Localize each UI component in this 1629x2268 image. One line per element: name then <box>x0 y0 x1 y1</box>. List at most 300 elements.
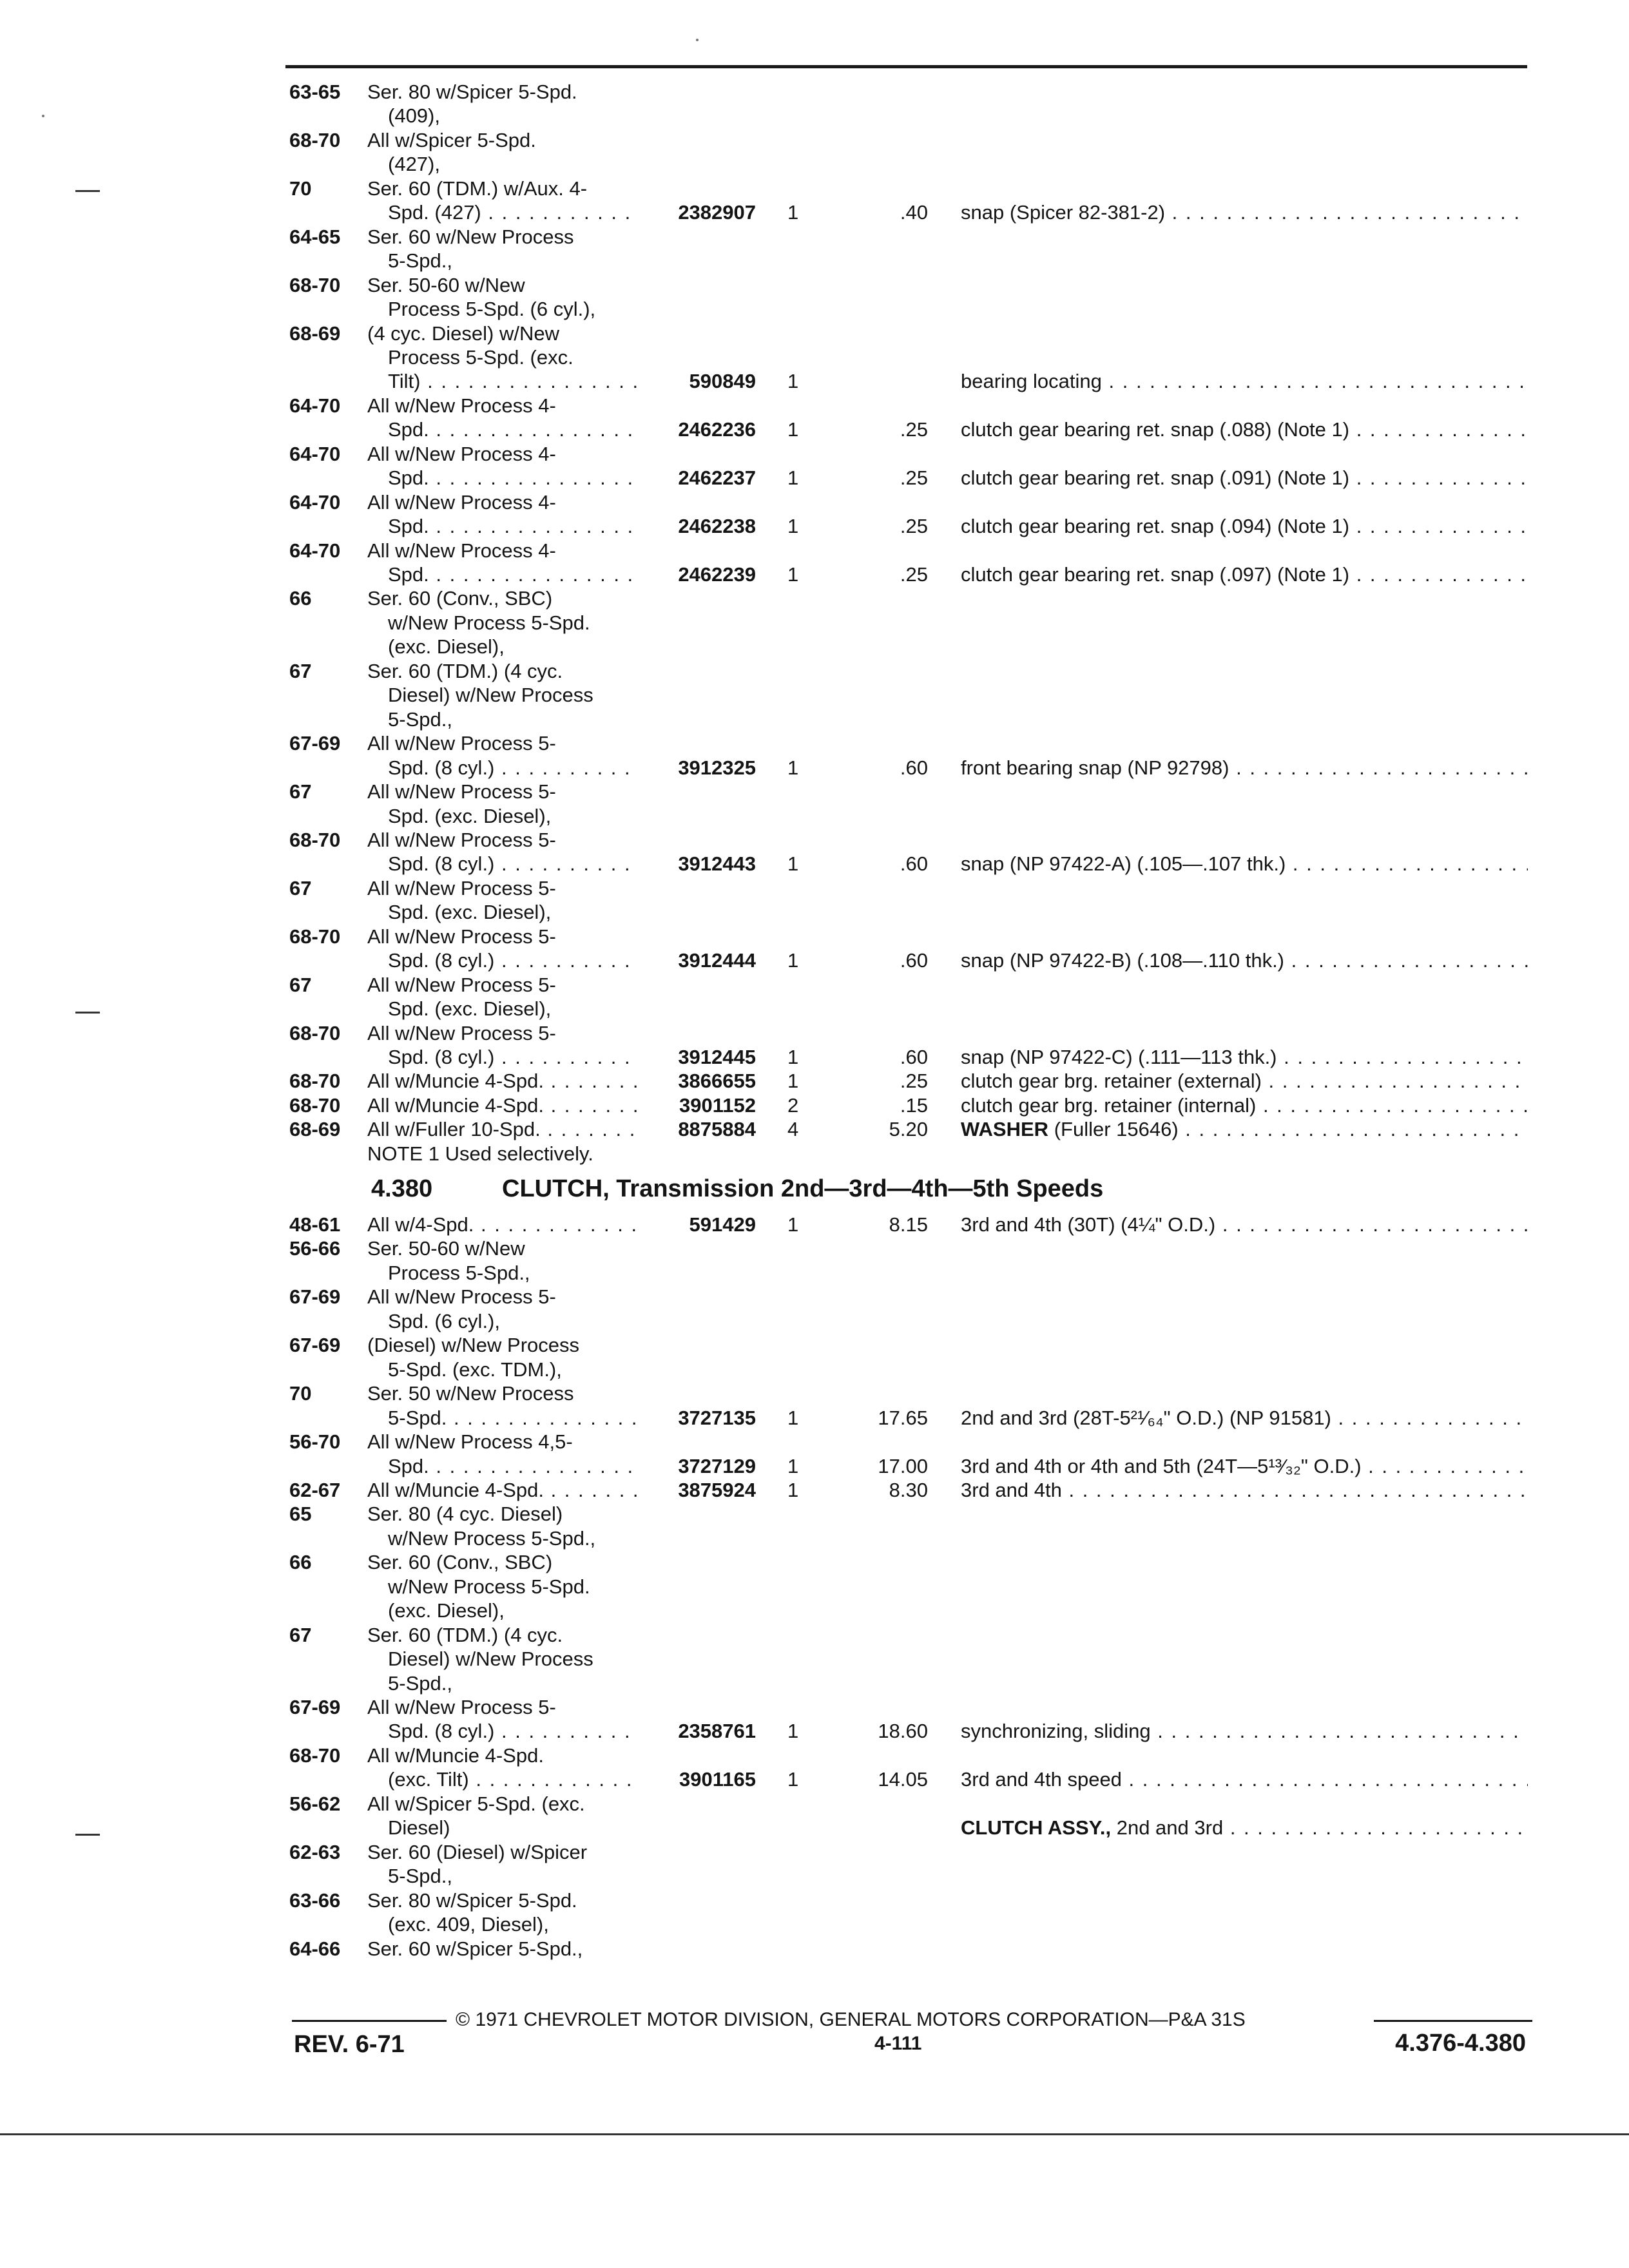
application: w/New Process 5-Spd. <box>388 1575 590 1598</box>
price: .60 <box>900 949 928 972</box>
application: (427), <box>388 153 440 176</box>
table-row <box>0 514 1629 538</box>
quantity: 1 <box>787 1720 799 1743</box>
application: Ser. 60 (TDM.) w/Aux. 4- <box>367 177 588 200</box>
application: NOTE 1 Used selectively. <box>367 1142 593 1165</box>
table-row <box>0 586 1629 610</box>
part-name: WASHER <box>961 1118 1049 1141</box>
table-row <box>0 828 1629 852</box>
table-row <box>0 1888 1629 1912</box>
quantity: 1 <box>787 1406 799 1429</box>
application: Spd. (6 cyl.), <box>388 1309 500 1332</box>
year-range: 67-69 <box>289 1285 341 1309</box>
footer-copyright: © 1971 CHEVROLET MOTOR DIVISION, GENERAL MOTORS CORPORATION—P&A 31S <box>456 2009 1246 2030</box>
table-row <box>0 466 1629 490</box>
quantity: 1 <box>787 1478 799 1501</box>
application: All w/Spicer 5-Spd. <box>367 128 536 151</box>
year-range: 56-66 <box>289 1237 341 1260</box>
application: Spd. (exc. Diesel), <box>388 901 552 924</box>
year-range: 67 <box>289 780 312 803</box>
quantity: 1 <box>787 418 799 441</box>
table-row <box>0 1502 1629 1526</box>
table-row <box>0 1021 1629 1045</box>
price: 8.30 <box>889 1478 928 1501</box>
table-row <box>0 1937 1629 1961</box>
table-row <box>0 539 1629 562</box>
price: 18.60 <box>878 1720 928 1743</box>
part-description <box>961 756 1528 780</box>
year-range: 56-62 <box>289 1792 341 1815</box>
table-row <box>0 297 1629 321</box>
price: .15 <box>900 1093 928 1117</box>
table-row <box>0 490 1629 514</box>
part-description-text: snap (Spicer 82-381-2) <box>961 201 1166 224</box>
quantity: 1 <box>787 1046 799 1068</box>
table-row <box>0 1623 1629 1647</box>
price: .25 <box>900 466 928 490</box>
part-description-text: 2nd and 3rd <box>1116 1816 1224 1840</box>
part-number: 3727135 <box>678 1406 756 1429</box>
year-range: 64-70 <box>289 442 341 465</box>
application: All w/Muncie 4-Spd. . . . <box>367 1069 638 1093</box>
application: All w/New Process 5- <box>367 828 556 851</box>
application: Tilt) . . . <box>388 369 638 393</box>
year-range: 68-70 <box>289 828 341 851</box>
part-description <box>961 200 1528 224</box>
year-range: 64-70 <box>289 490 341 514</box>
part-description-text: snap (NP 97422-B) (.108—.110 thk.) <box>961 949 1285 972</box>
application: All w/New Process 5- <box>367 973 556 996</box>
table-row <box>0 1381 1629 1405</box>
part-description <box>961 514 1528 538</box>
application: Spd. (8 cyl.) . . . <box>388 852 638 876</box>
table-row <box>0 1358 1629 1381</box>
price: .60 <box>900 852 928 876</box>
page-number: 4-111 <box>874 2033 922 2054</box>
part-number: 3901152 <box>679 1093 756 1117</box>
table-row <box>0 997 1629 1021</box>
table-row <box>0 1069 1629 1093</box>
table-row <box>0 683 1629 707</box>
table-row <box>0 973 1629 997</box>
year-range: 67 <box>289 1623 312 1646</box>
table-row <box>0 273 1629 297</box>
application: Ser. 80 (4 cyc. Diesel) <box>367 1503 563 1526</box>
part-description <box>961 1767 1528 1791</box>
application: All w/New Process 4- <box>367 442 556 465</box>
application: Diesel) <box>388 1816 450 1840</box>
application: Ser. 80 w/Spicer 5-Spd. <box>367 81 577 103</box>
application: Ser. 50 w/New Process <box>367 1382 574 1405</box>
part-description-text: snap (NP 97422-C) (.111—113 thk.) <box>961 1046 1277 1068</box>
part-number: 8875884 <box>678 1118 756 1141</box>
quantity: 2 <box>787 1093 799 1117</box>
part-number: 590849 <box>689 370 756 393</box>
part-description <box>961 1478 1528 1502</box>
application: All w/New Process 5- <box>367 925 556 948</box>
application: Ser. 60 w/New Process <box>367 225 574 248</box>
table-row <box>0 1093 1629 1117</box>
application: Ser. 80 w/Spicer 5-Spd. <box>367 1888 577 1912</box>
application: 5-Spd. . . . <box>388 1406 638 1430</box>
year-range: 66 <box>289 1551 312 1574</box>
table-row <box>0 1599 1629 1622</box>
application: Spd. (8 cyl.) . . . <box>388 1719 638 1743</box>
price: 14.05 <box>878 1768 928 1791</box>
table-row <box>0 442 1629 466</box>
table-row <box>0 1719 1629 1743</box>
application: (4 cyc. Diesel) w/New <box>367 322 559 345</box>
table-row <box>0 1550 1629 1574</box>
application: Ser. 60 (Diesel) w/Spicer <box>367 1840 588 1863</box>
application: Process 5-Spd. (exc. <box>388 345 574 369</box>
application: All w/Spicer 5-Spd. (exc. <box>367 1792 585 1815</box>
part-number: 2462236 <box>678 418 756 441</box>
table-row <box>0 1285 1629 1309</box>
part-description <box>961 1454 1528 1478</box>
application: Spd. . . . <box>388 562 638 586</box>
application: All w/Muncie 4-Spd. . . . <box>367 1093 638 1117</box>
part-number: 3912325 <box>678 756 756 779</box>
bottom-rule <box>0 2133 1629 2135</box>
price: .25 <box>900 563 928 586</box>
table-row <box>0 780 1629 803</box>
section-title: CLUTCH, Transmission 2nd—3rd—4th—5th Speeds <box>502 1175 1104 1202</box>
section-heading <box>0 1174 1629 1204</box>
table-row <box>0 1333 1629 1357</box>
year-range: 64-65 <box>289 225 341 248</box>
price: .40 <box>900 201 928 224</box>
part-number: 591429 <box>689 1213 756 1236</box>
year-range: 68-69 <box>289 322 341 345</box>
footer-rule <box>1374 2020 1532 2022</box>
year-range: 66 <box>289 587 312 610</box>
application: Ser. 60 w/Spicer 5-Spd., <box>367 1937 583 1960</box>
table-row <box>0 1454 1629 1478</box>
application: All w/New Process 4- <box>367 490 556 514</box>
price: .25 <box>900 515 928 538</box>
revision-label: REV. 6-71 <box>294 2031 405 2058</box>
application: 5-Spd., <box>388 707 452 731</box>
application: Ser. 60 (TDM.) (4 cyc. <box>367 659 563 682</box>
part-description-text: 2nd and 3rd (28T-5²¹⁄₆₄" O.D.) (NP 91581) <box>961 1406 1331 1429</box>
table-row <box>0 756 1629 780</box>
application: 5-Spd. (exc. TDM.), <box>388 1358 562 1381</box>
application: All w/New Process 5- <box>367 876 556 899</box>
table-row <box>0 1695 1629 1719</box>
table-row <box>0 369 1629 393</box>
part-description <box>961 1117 1528 1141</box>
table-row <box>0 80 1629 104</box>
year-range: 70 <box>289 1382 312 1405</box>
application: Ser. 50-60 w/New <box>367 1237 525 1260</box>
application: Spd. (exc. Diesel), <box>388 804 552 827</box>
application: All w/Muncie 4-Spd. <box>367 1744 544 1767</box>
quantity: 1 <box>787 1213 799 1236</box>
part-description-text: (Fuller 15646) <box>1054 1118 1179 1141</box>
part-description-text: clutch gear bearing ret. snap (.088) (Note 1) <box>961 418 1350 441</box>
year-range: 68-69 <box>289 1118 341 1141</box>
table-row <box>0 1767 1629 1791</box>
table-row <box>0 852 1629 876</box>
application: All w/New Process 5- <box>367 1285 556 1309</box>
year-range: 62-63 <box>289 1840 341 1863</box>
part-description-text: synchronizing, sliding <box>961 1720 1151 1743</box>
year-range: 63-65 <box>289 81 341 103</box>
table-row <box>0 104 1629 128</box>
application: Diesel) w/New Process <box>388 1648 593 1671</box>
year-range: 56-70 <box>289 1430 341 1454</box>
table-row <box>0 1526 1629 1550</box>
part-number: 2462238 <box>678 515 756 538</box>
year-range: 68-70 <box>289 1744 341 1767</box>
application: Ser. 60 (TDM.) (4 cyc. <box>367 1623 563 1646</box>
part-number: 3901165 <box>679 1768 756 1791</box>
table-row <box>0 1840 1629 1864</box>
table-row <box>0 1117 1629 1141</box>
part-description <box>961 418 1528 441</box>
year-range: 67 <box>289 659 312 682</box>
application: w/New Process 5-Spd. <box>388 611 590 634</box>
part-number: 2462239 <box>678 563 756 586</box>
table-row <box>0 635 1629 658</box>
application: Spd. . . . <box>388 466 638 490</box>
price: .60 <box>900 1046 928 1068</box>
application: (exc. 409, Diesel), <box>388 1913 549 1936</box>
application: Ser. 60 (Conv., SBC) <box>367 587 553 610</box>
part-description-text: bearing locating <box>961 370 1102 393</box>
part-number: 3866655 <box>678 1070 756 1093</box>
table-row <box>0 128 1629 152</box>
part-description <box>961 1045 1528 1069</box>
table-row <box>0 900 1629 924</box>
table-row <box>0 1647 1629 1671</box>
application: All w/New Process 5- <box>367 732 556 755</box>
part-description-text: clutch gear brg. retainer (external) <box>961 1070 1262 1093</box>
part-description <box>961 1816 1528 1840</box>
part-description-text: snap (NP 97422-A) (.105—.107 thk.) <box>961 852 1286 876</box>
price: .25 <box>900 418 928 441</box>
year-range: 48-61 <box>289 1213 341 1236</box>
application: All w/Muncie 4-Spd. . . . <box>367 1478 638 1502</box>
application: (Diesel) w/New Process <box>367 1334 580 1357</box>
table-row <box>0 345 1629 369</box>
quantity: 1 <box>787 1768 799 1791</box>
part-description-text: clutch gear bearing ret. snap (.097) (Note 1) <box>961 563 1350 586</box>
application: Process 5-Spd. (6 cyl.), <box>388 298 596 321</box>
table-row <box>0 1912 1629 1936</box>
table-row <box>0 322 1629 345</box>
year-range: 70 <box>289 177 312 200</box>
application: All w/New Process 5- <box>367 780 556 803</box>
part-number: 3875924 <box>678 1478 756 1501</box>
year-range: 68-70 <box>289 273 341 296</box>
application: Spd. . . . <box>388 514 638 538</box>
table-row <box>0 948 1629 972</box>
application: (exc. Tilt) . . . <box>388 1767 638 1791</box>
year-range: 64-70 <box>289 394 341 417</box>
year-range: 68-70 <box>289 925 341 948</box>
year-range: 62-67 <box>289 1478 341 1501</box>
year-range: 68-70 <box>289 1093 341 1117</box>
year-range: 64-70 <box>289 539 341 562</box>
application: Spd. (exc. Diesel), <box>388 997 552 1021</box>
application: All w/Fuller 10-Spd. . . . <box>367 1117 638 1141</box>
table-row <box>0 418 1629 441</box>
section-range: 4.376-4.380 <box>1395 2030 1526 2057</box>
footer-rule <box>292 2020 447 2022</box>
part-description-text: front bearing snap (NP 92798) <box>961 756 1229 779</box>
year-range: 68-70 <box>289 128 341 151</box>
stray-dot <box>696 39 699 41</box>
quantity: 1 <box>787 852 799 876</box>
part-description-text: 3rd and 4th (30T) (4¼" O.D.) <box>961 1213 1216 1236</box>
part-description <box>961 852 1528 876</box>
part-name: CLUTCH ASSY., <box>961 1816 1112 1840</box>
application: Spd. . . . <box>388 1454 638 1478</box>
price: .25 <box>900 1070 928 1093</box>
table-row <box>0 925 1629 948</box>
application: Ser. 50-60 w/New <box>367 273 525 296</box>
part-description-text: clutch gear bearing ret. snap (.094) (Note 1) <box>961 515 1350 538</box>
part-description-text: clutch gear brg. retainer (internal) <box>961 1093 1257 1117</box>
part-number: 3912443 <box>678 852 756 876</box>
table-row <box>0 177 1629 200</box>
year-range: 68-70 <box>289 1021 341 1044</box>
table-row <box>0 1744 1629 1767</box>
quantity: 1 <box>787 1454 799 1477</box>
part-description <box>961 369 1528 393</box>
table-row <box>0 152 1629 176</box>
table-row <box>0 1142 1629 1166</box>
table-row <box>0 200 1629 224</box>
application: Spd. (8 cyl.) . . . <box>388 756 638 780</box>
part-number: 2382907 <box>678 201 756 224</box>
application: Spd. (427) . . . <box>388 200 638 224</box>
part-number: 2462237 <box>678 466 756 490</box>
part-description-text: 3rd and 4th speed <box>961 1768 1122 1791</box>
application: All w/New Process 5- <box>367 1696 556 1718</box>
price: 5.20 <box>889 1118 928 1141</box>
quantity: 1 <box>787 1070 799 1093</box>
year-range: 67-69 <box>289 732 341 755</box>
part-description <box>961 466 1528 490</box>
part-number: 2358761 <box>678 1720 756 1743</box>
table-row <box>0 876 1629 900</box>
table-row <box>0 1430 1629 1454</box>
table-row <box>0 1406 1629 1430</box>
section-number: 4.380 <box>371 1175 433 1202</box>
top-rule <box>285 65 1527 68</box>
year-range: 64-66 <box>289 1937 341 1960</box>
table-row <box>0 611 1629 635</box>
year-range: 65 <box>289 1503 312 1526</box>
quantity: 1 <box>787 201 799 224</box>
table-row <box>0 1213 1629 1236</box>
table-row <box>0 1478 1629 1502</box>
footer-copyright-line <box>292 2007 1529 2033</box>
table-row <box>0 731 1629 755</box>
part-description <box>961 1093 1528 1117</box>
table-row <box>0 1261 1629 1285</box>
application: Process 5-Spd., <box>388 1261 530 1284</box>
table-row <box>0 1792 1629 1816</box>
table-row <box>0 1575 1629 1599</box>
application: Spd. (8 cyl.) . . . <box>388 948 638 972</box>
year-range: 67-69 <box>289 1334 341 1357</box>
table-row <box>0 1236 1629 1260</box>
application: 5-Spd., <box>388 249 452 273</box>
year-range: 67 <box>289 876 312 899</box>
quantity: 1 <box>787 563 799 586</box>
application: 5-Spd., <box>388 1671 452 1695</box>
application: (exc. Diesel), <box>388 635 505 658</box>
application: All w/New Process 4- <box>367 394 556 417</box>
part-description <box>961 1069 1528 1093</box>
application: (exc. Diesel), <box>388 1599 505 1622</box>
table-row <box>0 1816 1629 1840</box>
quantity: 1 <box>787 370 799 393</box>
table-row <box>0 225 1629 249</box>
part-description-text: 3rd and 4th <box>961 1478 1062 1501</box>
application: w/New Process 5-Spd., <box>388 1526 596 1550</box>
quantity: 1 <box>787 949 799 972</box>
price: .60 <box>900 756 928 779</box>
application: All w/4-Spd. . . . <box>367 1213 638 1236</box>
table-row <box>0 1864 1629 1888</box>
table-row <box>0 1671 1629 1695</box>
year-range: 67-69 <box>289 1696 341 1718</box>
quantity: 4 <box>787 1118 799 1141</box>
table-row <box>0 562 1629 586</box>
part-number: 3912445 <box>678 1046 756 1068</box>
year-range: 68-70 <box>289 1070 341 1093</box>
part-description-text: 3rd and 4th or 4th and 5th (24T—5¹³⁄₃₂" O.D.) <box>961 1454 1362 1477</box>
price: 17.00 <box>878 1454 928 1477</box>
application: Spd. . . . <box>388 418 638 441</box>
quantity: 1 <box>787 466 799 490</box>
table-row <box>0 394 1629 418</box>
application: Diesel) w/New Process <box>388 684 593 707</box>
table-row <box>0 1045 1629 1069</box>
price: 17.65 <box>878 1406 928 1429</box>
table-row <box>0 707 1629 731</box>
application: Ser. 60 (Conv., SBC) <box>367 1551 553 1574</box>
part-description-text: clutch gear bearing ret. snap (.091) (Note 1) <box>961 466 1350 490</box>
table-row <box>0 249 1629 273</box>
part-description <box>961 562 1528 586</box>
part-description <box>961 1719 1528 1743</box>
part-number: 3727129 <box>678 1454 756 1477</box>
table-row <box>0 804 1629 828</box>
application: (409), <box>388 104 440 128</box>
table-row <box>0 1309 1629 1333</box>
year-range: 67 <box>289 973 312 996</box>
part-description <box>961 948 1528 972</box>
application: Spd. (8 cyl.) . . . <box>388 1045 638 1069</box>
quantity: 1 <box>787 515 799 538</box>
quantity: 1 <box>787 756 799 779</box>
application: All w/New Process 4- <box>367 539 556 562</box>
table-row <box>0 659 1629 683</box>
part-description <box>961 1406 1528 1430</box>
application: 5-Spd., <box>388 1865 452 1888</box>
part-number: 3912444 <box>678 949 756 972</box>
part-description <box>961 1213 1528 1236</box>
price: 8.15 <box>889 1213 928 1236</box>
application: All w/New Process 4,5- <box>367 1430 573 1454</box>
application: All w/New Process 5- <box>367 1021 556 1044</box>
